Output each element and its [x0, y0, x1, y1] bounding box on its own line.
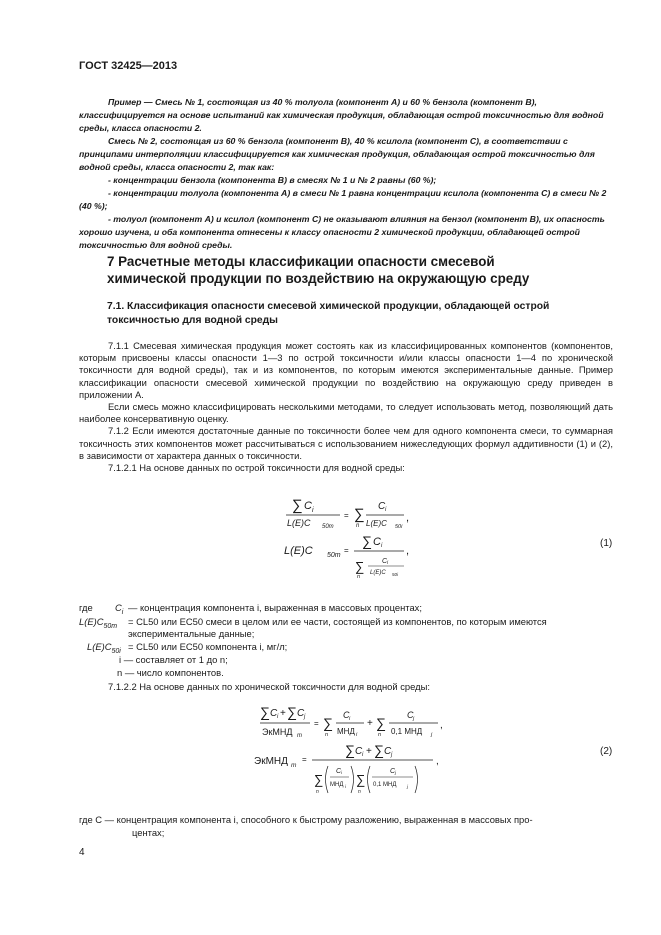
- formula-2-second-lhs: ЭкМНД: [254, 756, 288, 767]
- paragraph-7-1-2-2: 7.1.2.2 На основе данных по хронической токсичности для водной среды:: [108, 681, 430, 692]
- svg-text:C: C: [343, 710, 350, 720]
- svg-text:=: =: [344, 511, 349, 520]
- svg-text:n: n: [316, 789, 319, 795]
- svg-text:j: j: [407, 784, 408, 789]
- svg-text:j: j: [304, 714, 306, 720]
- svg-text:n: n: [358, 789, 361, 795]
- legend-1-lec-symbol: $L(E)C_{50m}$: [79, 616, 118, 630]
- legend-1-where: где: [79, 602, 93, 613]
- svg-text:∑: ∑: [362, 533, 372, 549]
- svg-text:j: j: [391, 752, 393, 758]
- svg-text:C: C: [407, 710, 414, 720]
- svg-text:∑: ∑: [356, 772, 366, 787]
- svg-text:i: i: [381, 543, 383, 549]
- svg-text:=: =: [314, 719, 319, 728]
- svg-text:L(E)C: L(E)C: [370, 570, 386, 576]
- legend-1-ci-symbol: $C_i$: [115, 602, 124, 616]
- svg-text:,: ,: [436, 756, 439, 767]
- svg-text:m: m: [291, 762, 297, 769]
- svg-text:∑: ∑: [314, 772, 324, 787]
- svg-text:50i: 50i: [395, 524, 403, 530]
- paragraph-7-1-2-1: 7.1.2.1 На основе данных по острой токсичности для водной среды:: [108, 462, 405, 474]
- formula-2: [250, 700, 620, 810]
- svg-text:∑: ∑: [345, 742, 355, 758]
- svg-text:i: i: [362, 752, 364, 758]
- svg-text:МНД: МНД: [330, 782, 344, 788]
- example-paragraph-5: - толуол (компонент A) и ксилол (компонент C) не оказывают влияния на бензол (компонент B), их опасность хорошо изучена, и оба компонента отнесены к классу опасности 2 химической продукции, обладающей острой токсичностью для водной среды.: [79, 214, 605, 250]
- legend-1-lec-text-2: экспериментальные данные;: [128, 628, 255, 639]
- svg-text:0,1 МНД: 0,1 МНД: [391, 727, 423, 736]
- svg-text:n: n: [357, 574, 361, 580]
- svg-text:,: ,: [440, 720, 443, 731]
- svg-text:∑: ∑: [355, 559, 365, 574]
- svg-text:=: =: [344, 546, 349, 555]
- svg-text:C: C: [336, 768, 342, 775]
- legend-1-i-line: i — составляет от 1 до n;: [119, 654, 228, 665]
- svg-text:n: n: [325, 732, 329, 738]
- svg-text:i: i: [356, 732, 358, 738]
- svg-text:+: +: [280, 708, 286, 719]
- svg-text:C: C: [355, 746, 363, 757]
- svg-text:j: j: [413, 716, 415, 722]
- example-paragraph-2: Смесь № 2, состоящая из 60 % бензола (компонент B), 40 % ксилола (компонент C), в соответствии с принципами интерполяции классифицируется как химическая продукция, обладающая острой токсичностью для водной среды, класса опасности 2, так как:: [79, 136, 595, 172]
- paragraph-7-1-1: 7.1.1 Смесевая химическая продукция может состоять как из классифицированных компонентов (компонентов, которым присвоены классы опасности 1—3 по острой токсичности и/или классы опасности 1—4 по хронической токсичности для водной среды), так и из компонентов, по которым имеются экспериментальные данные. Пример классификации опасности смесевой химической продукции по воздействию на окружающую среду приведен в приложении А.: [79, 340, 613, 400]
- svg-text:50i: 50i: [392, 572, 399, 577]
- svg-text:∑: ∑: [260, 704, 270, 720]
- formula-1-number: (1): [600, 538, 613, 549]
- example-paragraph-4: - концентрации толуола (компонента A) в смеси № 1 равна концентрации ксилола (компонента C) в смеси № 2 (40 %);: [79, 188, 607, 211]
- svg-text:50m: 50m: [327, 552, 341, 559]
- legend-1-ci-text: — концентрация компонента i, выраженная в массовых процентах;: [128, 602, 422, 613]
- svg-text:i: i: [312, 507, 314, 514]
- paragraph-7-1-1-b: Если смесь можно классифицировать несколькими методами, то следует использовать метод, позволяющий дать наиболее консервативную оценку.: [79, 401, 613, 425]
- page-number: 4: [79, 847, 85, 858]
- sum-sign: ∑: [292, 497, 303, 514]
- legend-2-line-1: где C — концентрация компонента i, способного к быстрому разложению, выраженная в массовых про-: [79, 814, 533, 825]
- example-block: [79, 96, 613, 252]
- second-lhs: L(E)C: [284, 545, 313, 557]
- svg-text:C: C: [297, 708, 305, 719]
- svg-text:=: =: [302, 755, 307, 764]
- formula-2-lhs-denominator: ЭкМНД: [262, 727, 293, 737]
- svg-text:m: m: [297, 733, 302, 739]
- svg-text:∑: ∑: [376, 715, 386, 731]
- svg-text:,: ,: [406, 512, 410, 524]
- example-paragraph-1: Пример — Смесь № 1, состоящая из 40 % толуола (компонент A) и 60 % бензола (компонент B), классифицируется на основе испытаний как химическая продукция, обладающая острой токсичностью для водной среды, класса опасности 2.: [79, 97, 604, 133]
- svg-text:C: C: [384, 746, 392, 757]
- svg-text:C: C: [390, 768, 396, 775]
- svg-text:∑: ∑: [374, 742, 384, 758]
- section-7-1-heading: 7.1. Классификация опасности смесевой химической продукции, обладающей острой токсичностью для водной среды: [107, 301, 550, 326]
- svg-text:∑: ∑: [354, 506, 365, 523]
- svg-text:i: i: [277, 714, 279, 720]
- svg-text:,: ,: [406, 545, 410, 557]
- section-7-heading: 7 Расчетные методы классификации опасности смесевой химической продукции по воздействию на окружающую среду: [107, 254, 530, 286]
- svg-text:50m: 50m: [322, 524, 334, 530]
- svg-text:i: i: [341, 770, 342, 775]
- svg-text:i: i: [349, 716, 351, 722]
- svg-text:j: j: [395, 770, 396, 775]
- svg-text:+: +: [367, 718, 373, 729]
- svg-text:n: n: [378, 732, 382, 738]
- legend-1-n-line: n — число компонентов.: [117, 667, 224, 678]
- ci-symbol: C: [304, 500, 312, 512]
- example-paragraph-3: - концентрации бензола (компонента B) в смесях № 1 и № 2 равны (60 %);: [108, 175, 437, 185]
- svg-text:C: C: [382, 558, 388, 565]
- svg-text:j: j: [431, 732, 433, 738]
- svg-text:i: i: [345, 784, 346, 789]
- document-header: ГОСТ 32425—2013: [79, 60, 178, 72]
- formula-2-number: (2): [600, 746, 613, 757]
- svg-text:C: C: [270, 708, 278, 719]
- lhs-denominator: L(E)C: [287, 518, 311, 528]
- svg-text:0,1 МНД: 0,1 МНД: [373, 782, 397, 788]
- paragraph-7-1-2: 7.1.2 Если имеются достаточные данные по токсичности более чем для одного компонента смеси, то суммарная токсичность этих компонентов может рассчитываться с использованием нижеследующих формул аддитивности (1) и (2), в зависимости от характера данных о токсичности.: [79, 425, 613, 461]
- svg-text:∑: ∑: [287, 704, 297, 720]
- legend-1-lec-text: = CL50 или EC50 смеси в целом или ее части, состоящей из компонентов, по которым имеются: [128, 616, 547, 627]
- svg-text:∑: ∑: [323, 715, 333, 731]
- svg-text:C: C: [373, 536, 381, 548]
- svg-text:n: n: [356, 523, 360, 529]
- svg-text:МНД: МНД: [337, 727, 355, 736]
- svg-text:L(E)C: L(E)C: [366, 519, 387, 528]
- legend-1-lec-i-symbol: $L(E)C_{50i}$: [87, 641, 121, 655]
- legend-1-lec-i-text: = CL50 или EC50 компонента i, мг/л;: [128, 641, 288, 652]
- formula-1: [270, 492, 620, 590]
- body-text: [79, 340, 613, 474]
- svg-text:C: C: [378, 501, 386, 512]
- svg-text:i: i: [385, 507, 387, 513]
- legend-2-line-2: центах;: [132, 827, 165, 838]
- svg-text:i: i: [387, 560, 389, 566]
- svg-text:+: +: [366, 746, 372, 757]
